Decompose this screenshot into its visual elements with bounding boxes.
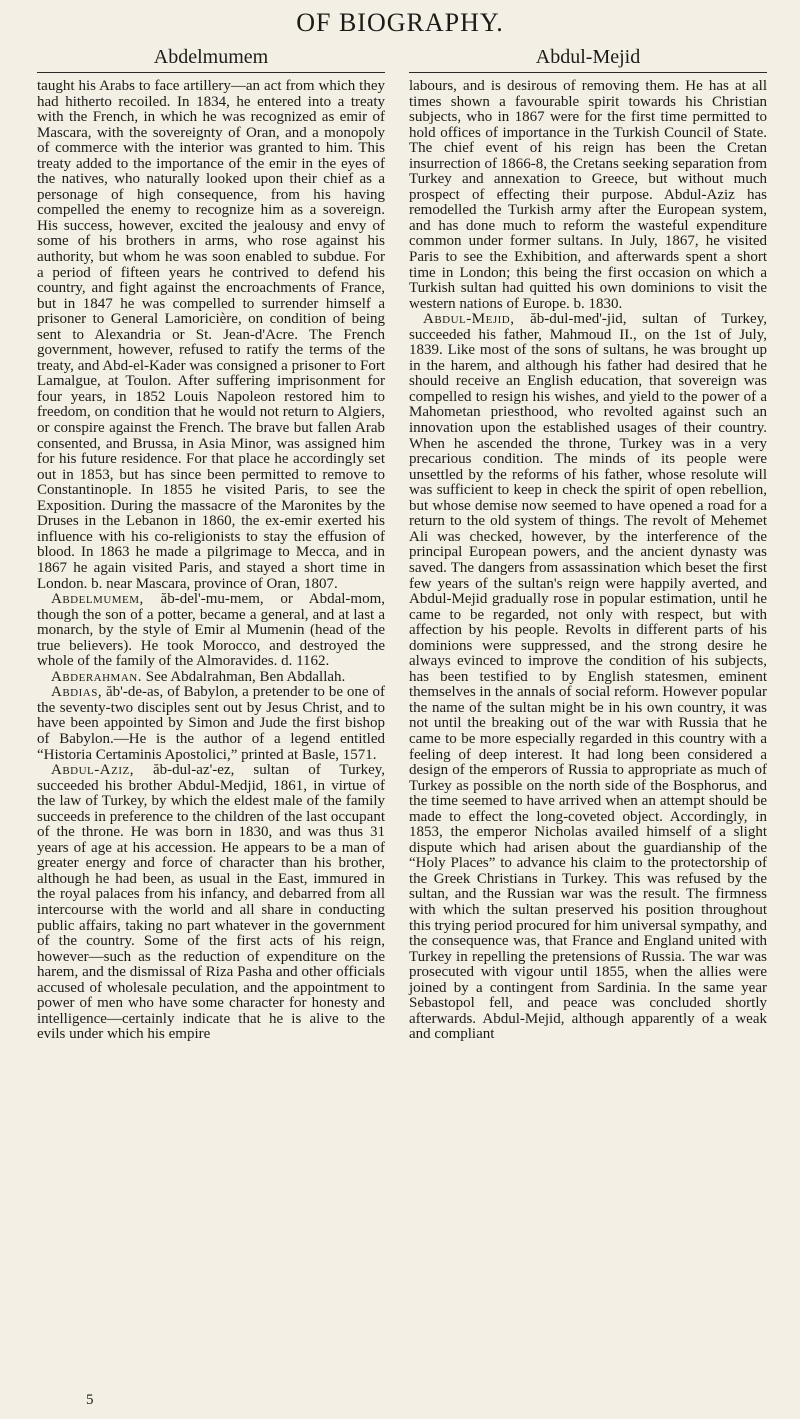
entry-text: ăb-del'-mu-mem, or Abdal-mom, though the son of a potter, became a general, and at last a monarch, by the style of Emir al Mumenin (head of the true believers). He took Morocco, and destroyed the whole of the family of the Almoravides. d. 1162.: [37, 591, 385, 670]
left-column: [37, 46, 385, 1043]
right-running-head: Abdul-Mejid: [409, 46, 767, 73]
entry-continuation-abdul-aziz: [409, 79, 767, 312]
entry-text: See Abdalrahman, Ben Abdallah.: [141, 668, 346, 685]
entry-text: labours, and is desirous of removing them. He has at all times shown a favourable spirit towards his Christian subjects, who in 1867 were for the first time permitted to hold offices of importance in the Turkish Council of State. The chief event of his reign has been the Cretan insurrection of 1866-8, the Cretans seeking separation from Turkey and annexation to Greece, but without much prospect of effecting their purpose. Abdul-Aziz has remodelled the Turkish army after the European system, and has done much to reform the wasteful expenditure common under former sultans. In July, 1867, he visited Paris to see the Exhibition, and afterwards spent a short time in London; this being the first occasion on which a Turkish sultan had quitted his own dominions to visit the western nations of Europe. b. 1830.: [409, 78, 767, 312]
entry-text: ăb-dul-az'-ez, sultan of Turkey, succeeded his brother Abdul-Medjid, 1861, in virtue of the law of Turkey, by which the eldest male of the family succeeds in preference to the children of the last occupant of the throne. He was born in 1830, and was thus 31 years of age at his accession. He appears to be a man of greater energy and force of character than his brother, although he had been, as usual in the East, immured in the royal palaces from his infancy, and debarred from all intercourse with the world and all share in conducting public affairs, taking no part whatever in the government of the country. Some of the first acts of his reign, however—such as the reduction of expenditure on the harem, and the dismissal of Riza Pasha and other officials accused of wholesale peculation, and the appointment to power of men who have some character for honesty and intelligence—certainly indicate that he is alive to the evils under which his empire: [37, 762, 385, 1043]
entry-text: ăb-dul-med'-jid, sultan of Turkey, succeeded his father, Mahmoud II., on the 1st of July, 1839. Like most of the sons of sultans, he was brought up in the harem, and although his father had desired that he should receive an English education, that sovereign was compelled to resign his wishes, and yield to the power of a Mahometan priesthood, who revolted against such an innovation upon the established usages of their country. When he ascended the throne, Turkey was in a very precarious condition. The minds of its people were unsettled by the reforms of his father, whose resolute will was sufficient to keep in check the spirit of open rebellion, but whose demise now seemed to have opened a road for a return to the old system of things. The revolt of Mehemet Ali was checked, however, by the interference of the principal European powers, and the ancient dynasty was saved. The dangers from assassination which beset the first few years of the sultan's reign were happily averted, and Abdul-Mejid gradually rose in popular estimation, until he came to be regarded, not only with respect, but with affection by his people. Revolts in different parts of his dominions were suppressed, and the strong desire he always evinced to improve the condition of his subjects, has been testified to by English statesmen, eminent themselves in the annals of social reform. However popular the name of the sultan might be in his own country, it was not until the breaking out of the war with Russia that he came to be more especially regarded in this country with a feeling of deep interest. It had long been considered a design of the emperors of Russia to appropriate as much of Turkey as possible on the north side of the Bosphorus, and the time seemed to have arrived when an attempt should be made to effect the long-coveted object. Accordingly, in 1853, the emperor Nicholas availed himself of a slight dispute which had arisen about the guardianship of the “Holy Places” to advance his claim to the protectorship of the Greek Christians in Turkey. This was refused by the sultan, and the Russian war was the result. The firmness with which the sultan preserved his position throughout this trying period procured for him universal sympathy, and the consequence was, that France and England united with Turkey in repelling the pretensions of Russia. The war was prosecuted with vigour until 1855, when the allies were joined by a contingent from Sardinia. In the same year Sebastopol fell, and peace was concluded shortly afterwards. Abdul-Mejid, although apparently of a weak and compliant: [409, 311, 767, 1043]
page-number: 5: [86, 1392, 94, 1408]
left-running-head: Abdelmumem: [37, 46, 385, 73]
entry-headword: Abdelmumem,: [51, 591, 144, 608]
entry-abderahman: [37, 670, 385, 686]
entry-abdul-aziz: [37, 763, 385, 1043]
page-title: OF BIOGRAPHY.: [296, 8, 504, 37]
entry-abdelmumem: [37, 592, 385, 670]
entry-continuation-abd-el-kader: [37, 79, 385, 592]
entry-text: taught his Arabs to face artillery—an act from which they had hitherto recoiled. In 1834, he entered into a treaty with the French, in which he was recognized as emir of Mascara, with the sovereignty of Oran, and a monopoly of commerce with the interior was granted to him. This treaty added to the importance of the emir in the eyes of the natives, who naturally looked upon their chief as a personage of high consequence, from his having compelled the enemy to recognize him as a sovereign. His success, however, excited the jealousy and envy of some of his brothers in arms, who rose against his authority, but whom he was soon enabled to subdue. For a period of fifteen years he contrived to defend his country, and fight against the encroachments of France, but in 1847 he was compelled to surrender himself a prisoner to General Lamoricière, on condition of being sent to Alexandria or St. Jean-d'Acre. The French government, however, refused to ratify the terms of the treaty, and Abd-el-Kader was consigned a prisoner to Fort Lamalgue, at Toulon. After suffering imprisonment for four years, in 1852 Louis Napoleon restored him to freedom, on condition that he would not return to Algiers, or conspire against the French. The brave but fallen Arab consented, and Brussa, in Asia Minor, was assigned him for his future residence. For that place he accordingly set out in 1853, but has since been permitted to remove to Constantinople. In 1855 he visited Paris, to see the Exposition. During the massacre of the Maronites by the Druses in the Lebanon in 1860, the ex-emir exerted his influence with his co-religionists to stay the effusion of blood. In 1863 he made a pilgrimage to Mecca, and in 1867 he again visited Paris, and stayed a short time in London. b. near Mascara, province of Oran, 1807.: [37, 78, 385, 592]
left-column-body: [37, 79, 385, 1043]
right-column: [409, 46, 767, 1043]
entry-abdias: [37, 685, 385, 763]
entry-headword: Abderahman.: [51, 668, 142, 685]
right-column-body: [409, 79, 767, 1043]
entry-headword: Abdul-Mejid,: [423, 311, 515, 328]
entry-headword: Abdul-Aziz,: [51, 762, 134, 779]
entry-abdul-mejid: [409, 312, 767, 1043]
entry-text: ăb'-de-as, of Babylon, a pretender to be one of the seventy-two disciples sent out by Jesus Christ, and to have been appointed by Simon and Jude the first bishop of Babylon.—He is the author of a legend entitled “Historia Certaminis Apostolici,” printed at Basle, 1571.: [37, 684, 385, 763]
entry-headword: Abdias,: [51, 684, 103, 701]
